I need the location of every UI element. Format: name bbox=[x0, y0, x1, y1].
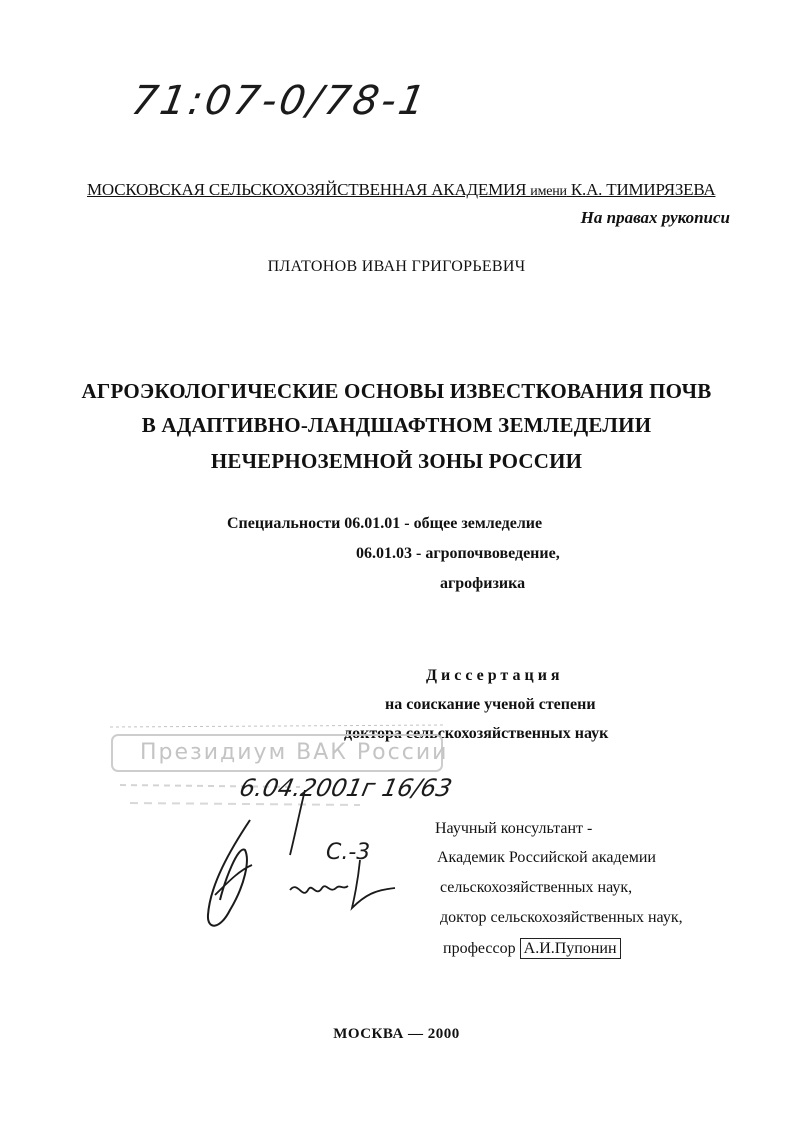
stamp-date: 6.04.2001г 16/63 bbox=[237, 774, 455, 802]
author-name: ПЛАТОНОВ ИВАН ГРИГОРЬЕВИЧ bbox=[267, 258, 526, 275]
title-line-2: В АДАПТИВНО-ЛАНДШАФТНОМ ЗЕМЛЕДЕЛИИ bbox=[141, 413, 652, 437]
specialty-line-3: агрофизика bbox=[440, 575, 526, 592]
consultant-line-3: сельскохозяйственных наук, bbox=[440, 879, 633, 896]
city-year: МОСКВА — 2000 bbox=[333, 1026, 460, 1042]
handwritten-signature bbox=[190, 790, 410, 940]
degree-line-1: на соискание ученой степени bbox=[385, 696, 596, 713]
manuscript-note: На правах рукописи bbox=[580, 208, 730, 227]
consultant-line-4: доктор сельскохозяйственных наук, bbox=[440, 909, 683, 926]
degree-line-2: доктора сельскохозяйственных наук bbox=[344, 725, 609, 742]
specialty-line-2: 06.01.03 - агропочвоведение, bbox=[356, 545, 560, 562]
stamp-text: Президиум ВАК России bbox=[140, 740, 449, 765]
title-line-3: НЕЧЕРНОЗЕМНОЙ ЗОНЫ РОССИИ bbox=[210, 449, 583, 473]
institution-name-part2: имени bbox=[530, 184, 567, 199]
specialty-line-1: Специальности 06.01.01 - общее земледелие bbox=[227, 515, 543, 532]
consultant-line-2: Академик Российской академии bbox=[437, 849, 656, 866]
archive-number: 71:07-0/78-1 bbox=[127, 78, 432, 124]
work-type: Диссертация bbox=[426, 667, 564, 684]
consultant-title: профессор bbox=[443, 940, 520, 957]
consultant-line-1: Научный консультант - bbox=[435, 820, 593, 837]
institution-name-part1: МОСКОВСКАЯ СЕЛЬСКОХОЗЯЙСТВЕННАЯ АКАДЕМИЯ bbox=[87, 180, 531, 199]
institution-name-part3: К.А. ТИМИРЯЗЕВА bbox=[566, 180, 716, 199]
title-line-1: АГРОЭКОЛОГИЧЕСКИЕ ОСНОВЫ ИЗВЕСТКОВАНИЯ ПОЧВ bbox=[81, 379, 712, 403]
institution-name bbox=[87, 180, 715, 200]
consultant-line-5 bbox=[443, 940, 621, 958]
handwritten-page-mark: С.-3 bbox=[326, 840, 371, 865]
consultant-name: А.И.Пупонин bbox=[520, 938, 621, 959]
